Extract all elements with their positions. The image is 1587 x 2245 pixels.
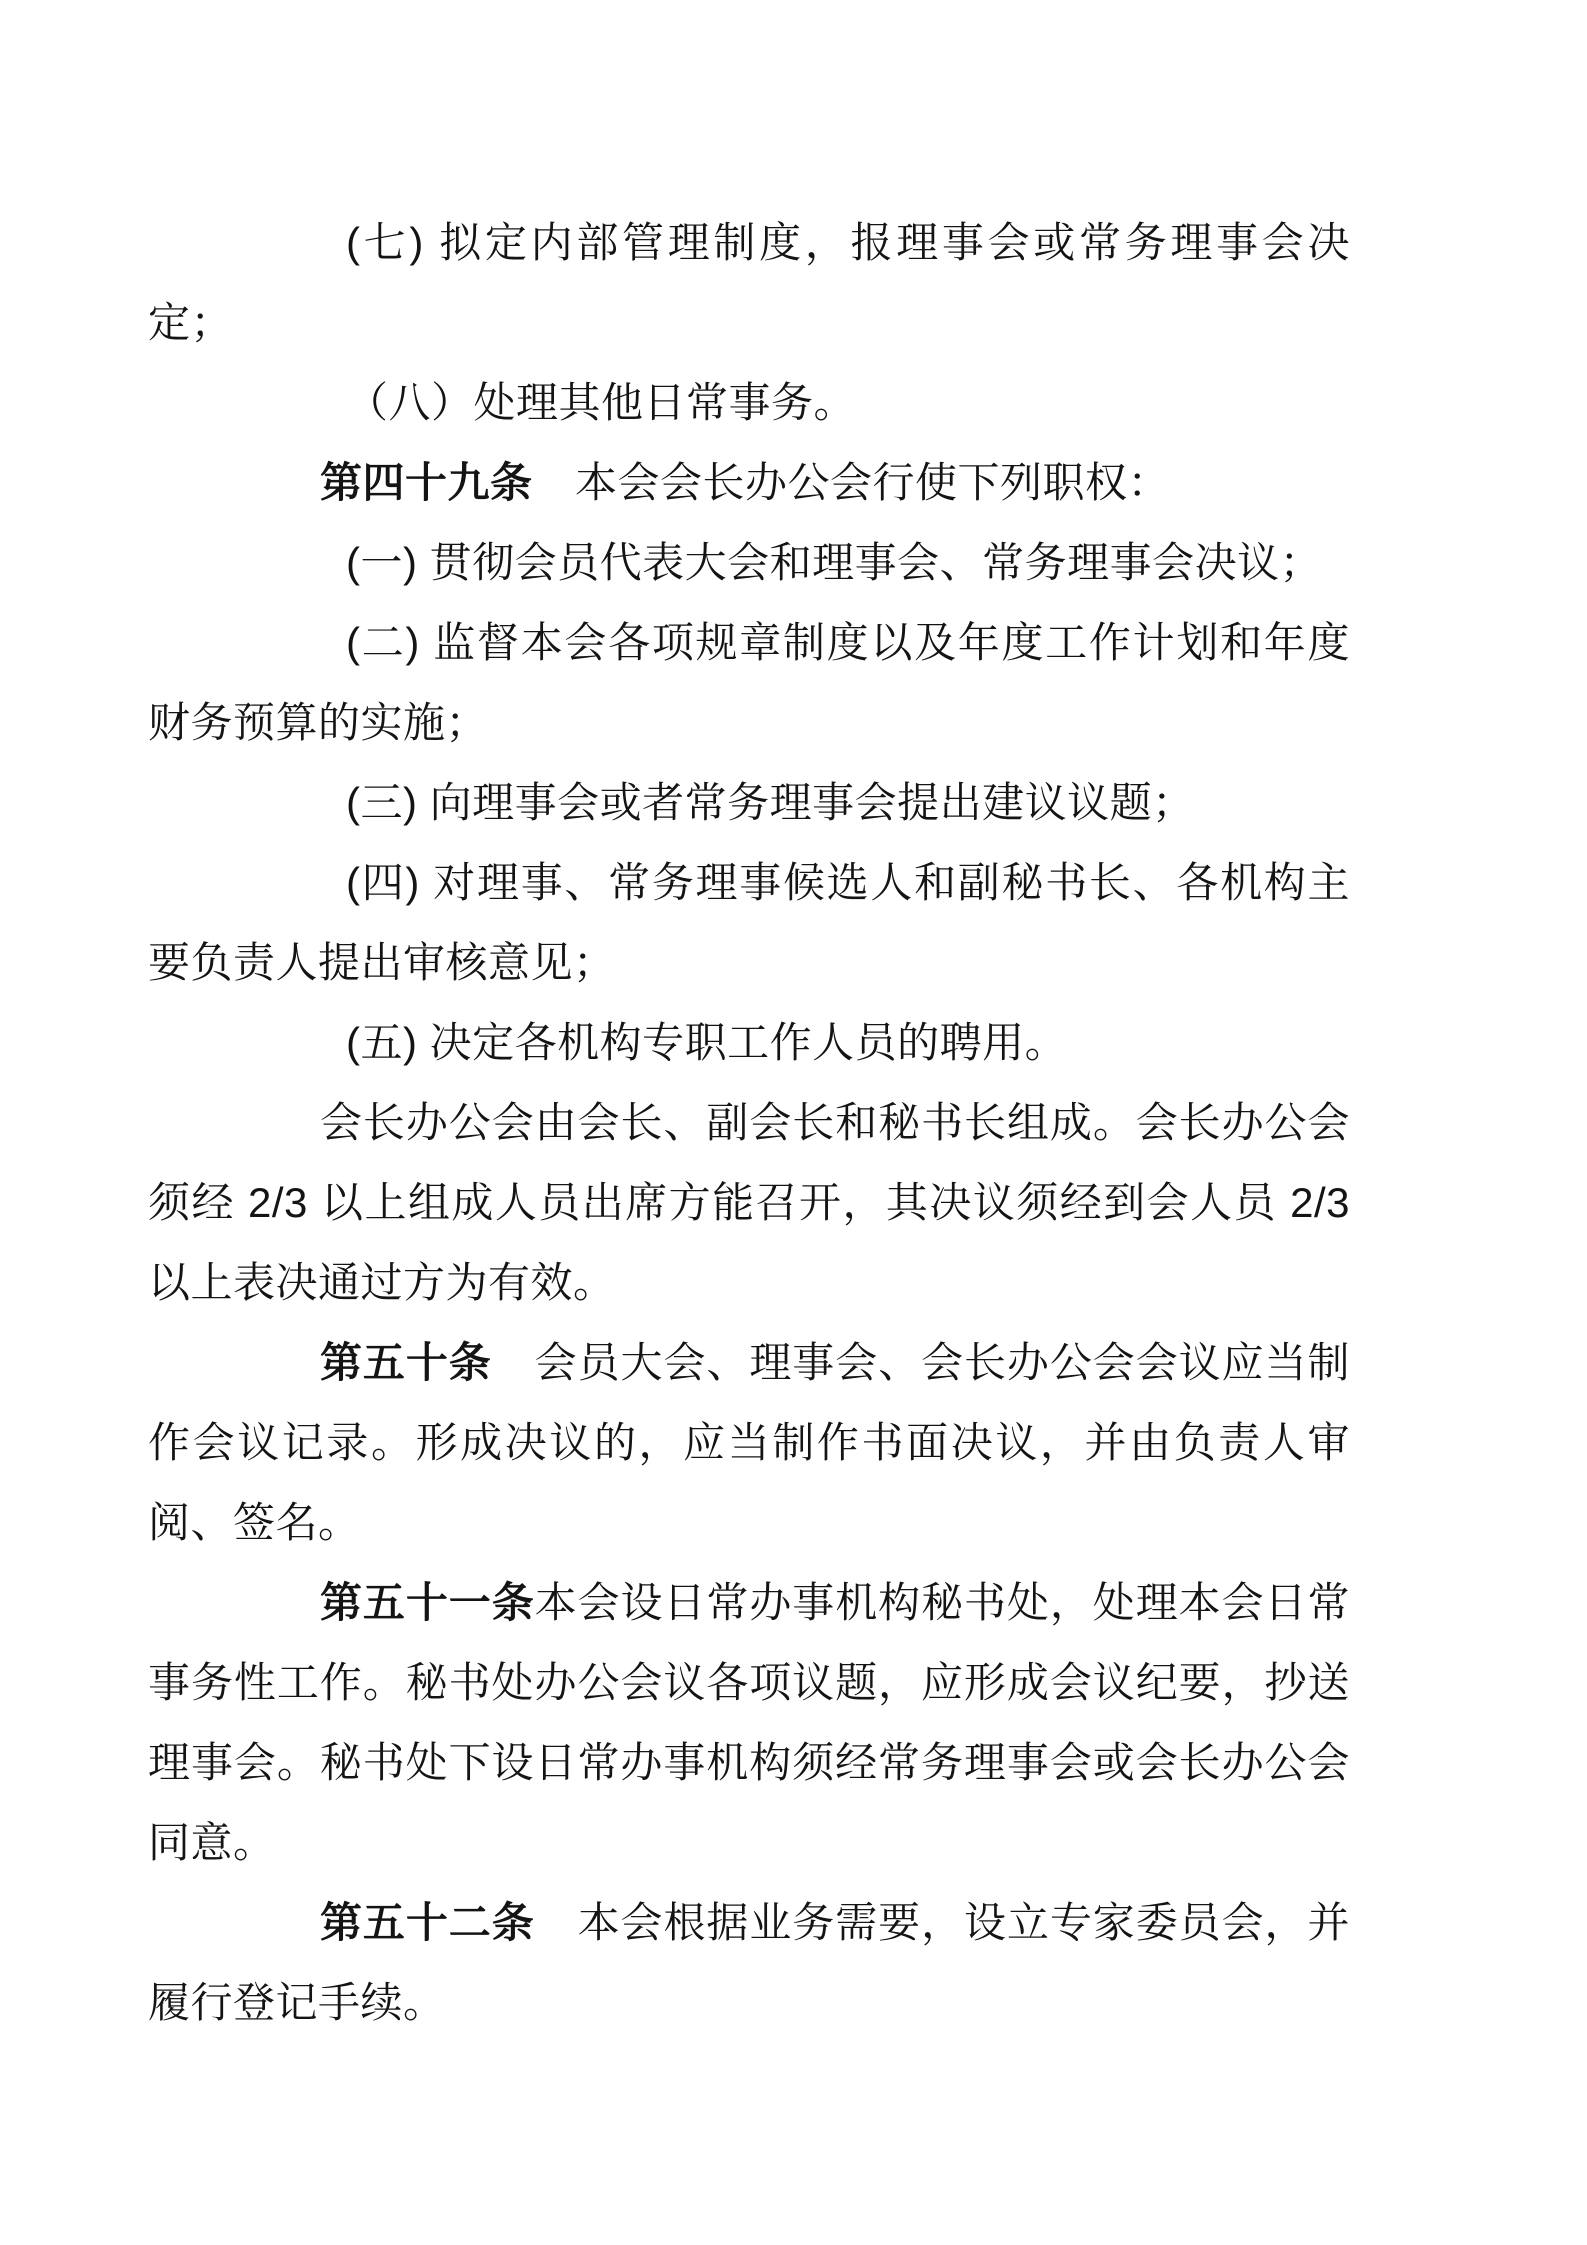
clause-text: (七) 拟定内部管理制度，报理事会或常务理事会决定；	[148, 219, 1350, 346]
clause-text: (二) 监督本会各项规章制度以及年度工作计划和年度财务预算的实施；	[148, 619, 1350, 746]
article-number: 第四十九条	[320, 459, 533, 506]
article-text: 会员大会、理事会、会长办公会会议应当制作会议记录。形成决议的，应当制作书面决议，并由负责人审阅、签名。	[148, 1339, 1350, 1546]
article-number: 第五十一条	[320, 1579, 535, 1626]
article-51	[148, 1563, 1350, 1883]
clause-text: (四) 对理事、常务理事候选人和副秘书长、各机构主要负责人提出审核意见；	[148, 859, 1350, 986]
clause-item-4	[148, 843, 1350, 1003]
clause-text: (五) 决定各机构专职工作人员的聘用。	[346, 1019, 1068, 1066]
clause-item-2	[148, 603, 1350, 763]
article-number: 第五十条	[320, 1339, 492, 1386]
article-52	[148, 1883, 1350, 2043]
clause-item-5	[148, 1003, 1350, 1083]
clause-text: （八）处理其他日常事务。	[346, 379, 857, 426]
article-text: 本会根据业务需要，设立专家委员会，并履行登记手续。	[148, 1899, 1350, 2026]
document-body	[148, 203, 1350, 2043]
clause-item-8	[148, 363, 1350, 443]
article-text: 本会会长办公会行使下列职权：	[532, 459, 1171, 506]
clause-item-7	[148, 203, 1350, 363]
article-49	[148, 443, 1350, 523]
clause-text: (一) 贯彻会员代表大会和理事会、常务理事会决议；	[346, 539, 1323, 586]
clause-item-1	[148, 523, 1350, 603]
clause-text: (三) 向理事会或者常务理事会提出建议议题；	[346, 779, 1195, 826]
paragraph-president-office	[148, 1083, 1350, 1323]
article-50	[148, 1323, 1350, 1563]
clause-item-3	[148, 763, 1350, 843]
paragraph-text: 会长办公会由会长、副会长和秘书长组成。会长办公会须经 2/3 以上组成人员出席方能召开，其决议须经到会人员 2/3 以上表决通过方为有效。	[148, 1099, 1350, 1306]
article-number: 第五十二条	[320, 1899, 535, 1946]
article-text: 本会设日常办事机构秘书处，处理本会日常事务性工作。秘书处办公会议各项议题，应形成会议纪要，抄送理事会。秘书处下设日常办事机构须经常务理事会或会长办公会同意。	[148, 1579, 1350, 1866]
